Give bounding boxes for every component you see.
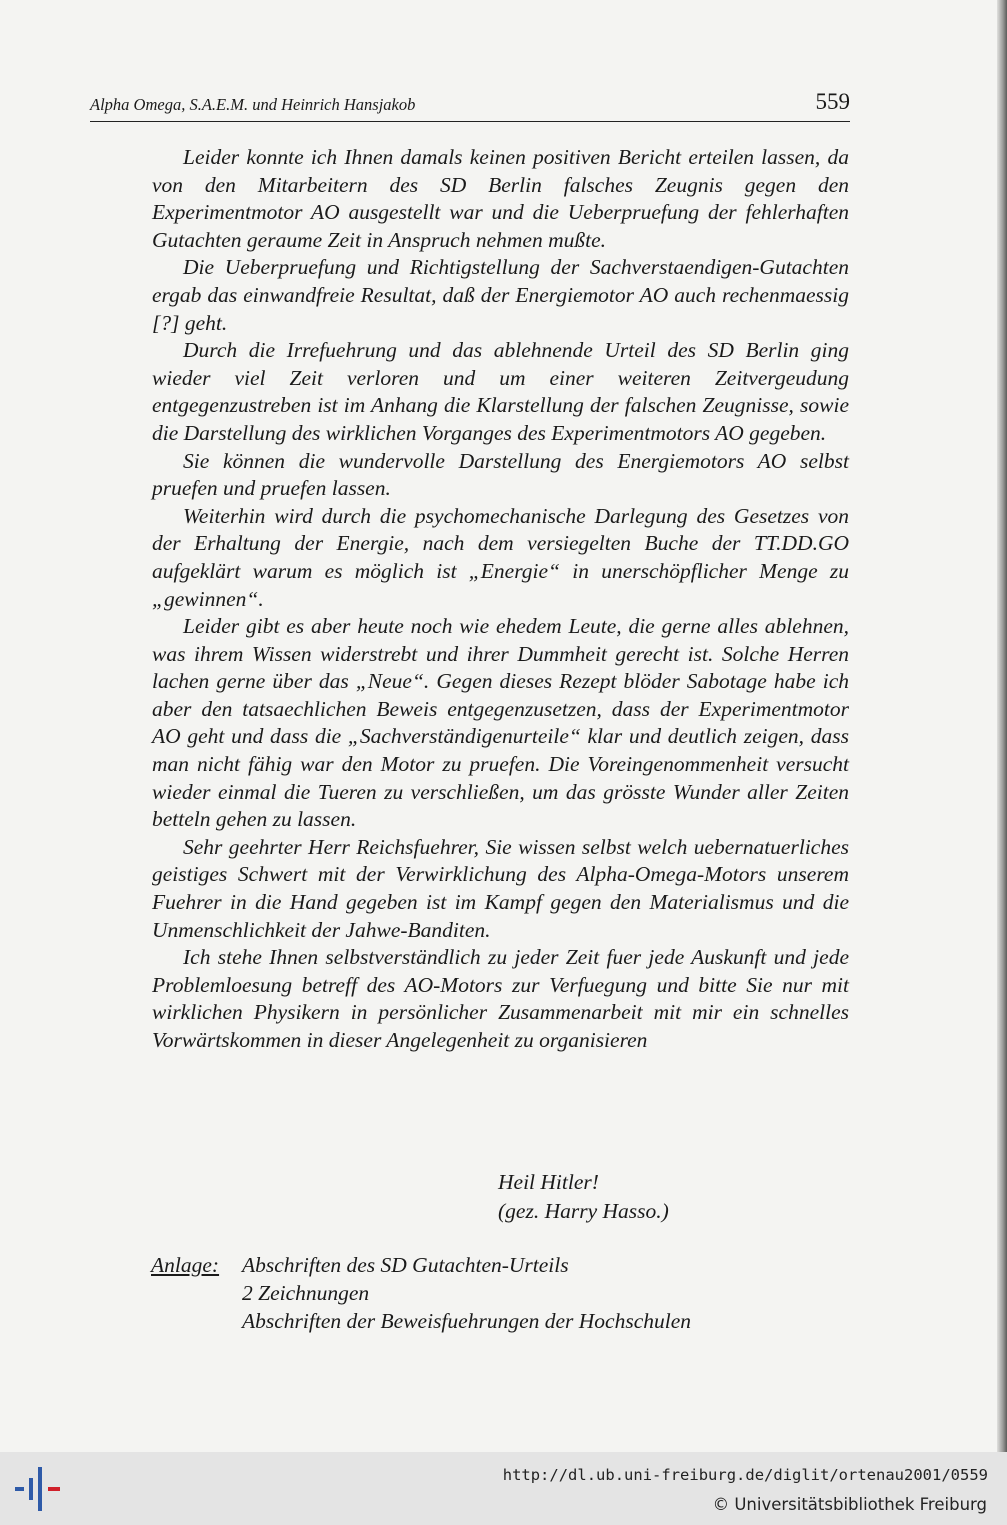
attachment-item: Abschriften des SD Gutachten-Urteils: [242, 1253, 569, 1277]
copyright-notice: © Universitätsbibliothek Freiburg: [712, 1495, 987, 1514]
page-header: [90, 89, 850, 122]
letter-closing: [498, 1168, 669, 1226]
paragraph: Sehr geehrter Herr Reichsfuehrer, Sie wissen selbst welch uebernatuerliches geistiges Schwert mit der Verwirklichung des Alpha-Omega-Motors unserem Fuehrer in die Hand gegeben ist im Kampf gegen den Materialismus und die Unmenschlichkeit der Jahwe-Banditen.: [152, 834, 849, 942]
attachment-item: Abschriften der Beweisfuehrungen der Hochschulen: [242, 1309, 692, 1333]
paragraph: Durch die Irrefuehrung und das ablehnende Urteil des SD Berlin ging wieder viel Zeit verloren und um einer weiteren Zeitvergeudung entgegenzustreben ist im Anhang die Klarstellung der falschen Zeugnisse, sowie die Darstellung des wirklichen Vorganges des Experimentmotors AO gegeben.: [152, 338, 849, 445]
attachments-list: [242, 1251, 691, 1335]
attachments-label: Anlage:: [151, 1253, 220, 1277]
paragraph: Leider gibt es aber heute noch wie ehedem Leute, die gerne alles ablehnen, was ihrem Wissen widerstrebt und ihrer Dummheit gerecht ist. Solche Herren lachen gerne über das „Neue“. Gegen dieses Rezept blöder Sabotage habe ich aber den tatsaechlichen Beweis entgegenzusetzen, dass der Experimentmotor AO geht und dass die „Sachverständigenurteile“ klar und deutlich zeigen, dass man nicht fähig war den Motor zu pruefen. Die Voreingenommenheit versucht wieder einmal die Tueren zu verschließen, um das grösste Wunder aller Zeiten betteln gehen zu lassen.: [152, 614, 849, 832]
paragraph: Leider konnte ich Ihnen damals keinen positiven Bericht erteilen lassen, da von den Mitarbeitern des SD Berlin falsches Zeugnis gegen den Experimentmotor AO ausgestellt war und die Ueberpruefung der fehlerhaften Gutachten geraume Zeit in Anspruch nehmen mußte.: [152, 145, 849, 252]
paragraph: Die Ueberpruefung und Richtigstellung der Sachverstaendigen-Gutachten ergab das einwandfreie Resultat, daß der Energiemotor AO auch rechenmaessig [?] geht.: [152, 255, 849, 335]
page-number: 559: [815, 89, 850, 114]
running-title: Alpha Omega, S.A.E.M. und Heinrich Hansjakob: [90, 95, 416, 114]
paragraph: Sie können die wundervolle Darstellung des Energiemotors AO selbst pruefen und pruefen lassen.: [152, 448, 849, 501]
attachment-item: 2 Zeichnungen: [242, 1281, 370, 1305]
closing-greeting: Heil Hitler!: [498, 1170, 599, 1194]
viewer-footer: [0, 1452, 1007, 1525]
page-edge-shadow: [997, 0, 1007, 1452]
ub-freiburg-logo-icon: [12, 1465, 64, 1513]
paragraph: Ich stehe Ihnen selbstverständlich zu jeder Zeit fuer jede Auskunft und jede Problemloesung betreff des AO-Motors zur Verfuegung und bitte Sie nur mit wirklichen Physikern in persönlicher Zusammenarbeit mit mir ein schnelles Vorwärtskommen in dieser Angelegenheit zu organisieren: [152, 945, 849, 1052]
paragraph: Weiterhin wird durch die psychomechanische Darlegung des Gesetzes von der Erhaltung der Energie, nach dem versiegelten Buche der TT.DD.GO aufgeklärt warum es möglich ist „Energie“ in unerschöpflicher Menge zu „gewinnen“.: [152, 503, 849, 611]
letter-body: [152, 144, 849, 1055]
permalink-url[interactable]: http://dl.ub.uni-freiburg.de/diglit/ortenau2001/0559: [502, 1466, 988, 1484]
signature: (gez. Harry Hasso.): [498, 1199, 669, 1223]
